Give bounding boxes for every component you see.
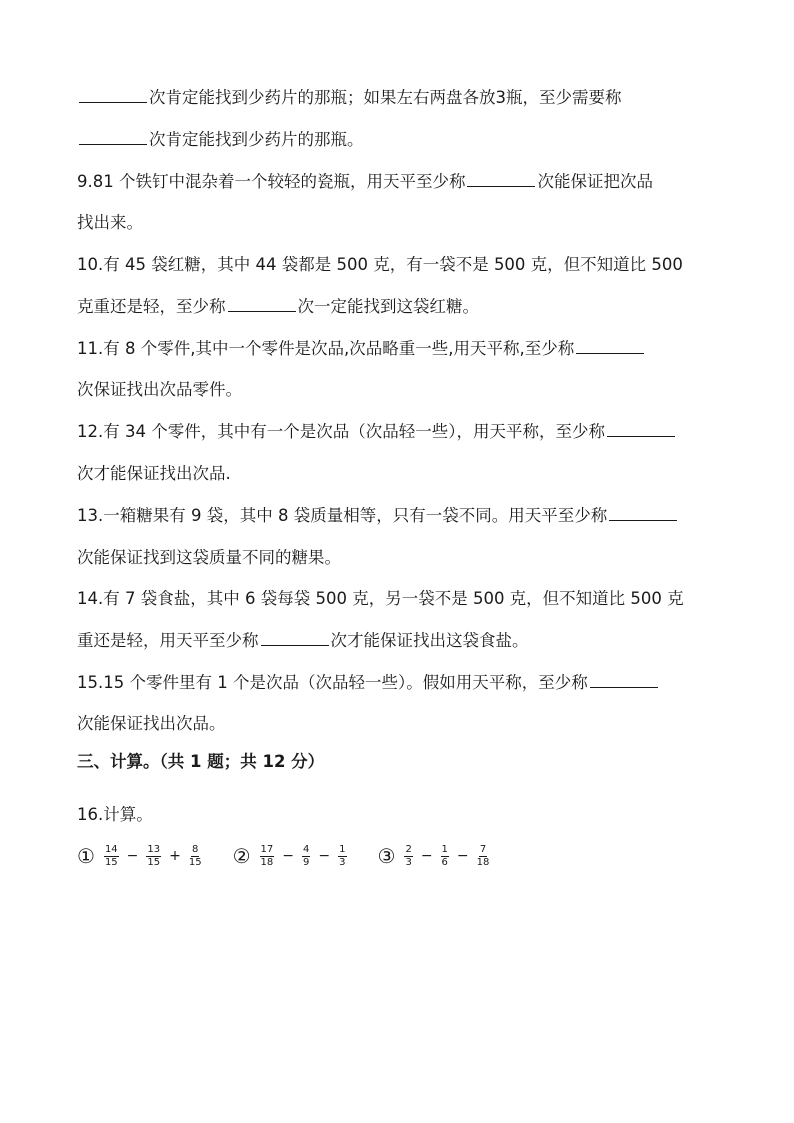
numerator: 4 xyxy=(303,843,310,855)
denominator: 15 xyxy=(104,856,118,868)
line-text-before: 次保证找出次品零件。 xyxy=(77,380,242,399)
denominator: 18 xyxy=(260,856,274,868)
answer-blank[interactable] xyxy=(228,295,296,312)
section-title: 三、计算。（共 1 题；共 12 分） xyxy=(77,752,325,771)
line-text-before: 14.有 7 袋食盐，其中 6 袋每袋 500 克，另一袋不是 500 克，但不知道比 500 克 xyxy=(77,589,684,608)
question-line xyxy=(77,128,364,152)
fraction xyxy=(189,844,202,869)
calculation-row xyxy=(77,836,520,876)
line-text-before: 10.有 45 袋红糖，其中 44 袋都是 500 克，有一袋不是 500 克，但不知道比 500 xyxy=(77,255,683,274)
question-line xyxy=(77,211,143,235)
line-text-before: 12.有 34 个零件，其中有一个是次品（次品轻一些），用天平称，至少称 xyxy=(77,422,605,441)
expression-number: ① xyxy=(77,844,95,868)
line-text-after: 次能保证把次品 xyxy=(537,172,653,191)
line-text-before: 重还是轻，用天平至少称 xyxy=(77,631,259,650)
line-text-before: 11.有 8 个零件,其中一个零件是次品,次品略重一些,用天平称,至少称 xyxy=(77,339,575,358)
numerator: 8 xyxy=(192,843,199,855)
question-line xyxy=(77,629,529,653)
denominator: 6 xyxy=(441,856,448,868)
numerator: 13 xyxy=(147,843,161,855)
denominator: 3 xyxy=(339,856,346,868)
line-text-after: 次肯定能找到少药片的那瓶；如果左右两盘各放3瓶，至少需要称 xyxy=(149,88,622,107)
question-line xyxy=(77,170,653,194)
answer-blank[interactable] xyxy=(576,337,644,354)
fraction xyxy=(302,844,310,869)
line-text-before: 9.81 个铁钉中混杂着一个较轻的瓷瓶，用天平至少称 xyxy=(77,172,466,191)
operator: − xyxy=(456,848,469,864)
answer-blank[interactable] xyxy=(607,420,675,437)
calc-expression xyxy=(378,844,493,869)
question-line xyxy=(77,295,479,319)
fraction xyxy=(260,844,275,869)
question-line xyxy=(77,587,684,611)
line-text-before: 13.一箱糖果有 9 袋，其中 8 袋质量相等，只有一袋不同。用天平至少称 xyxy=(77,506,608,525)
denominator: 9 xyxy=(303,856,310,868)
numerator: 2 xyxy=(405,843,412,855)
fraction xyxy=(338,844,346,869)
line-text-before: 15.15 个零件里有 1 个是次品（次品轻一些）。假如用天平称，至少称 xyxy=(77,673,588,692)
question-16: 16.计算。 xyxy=(77,805,153,824)
answer-blank[interactable] xyxy=(609,504,677,521)
line-text-before: 次才能保证找出次品. xyxy=(77,464,231,483)
line-text-before: 次能保证找到这袋质量不同的糖果。 xyxy=(77,548,341,567)
denominator: 3 xyxy=(405,856,412,868)
line-text-after: 次肯定能找到少药片的那瓶。 xyxy=(149,130,364,149)
numerator: 7 xyxy=(479,843,487,855)
fraction xyxy=(104,844,119,869)
numerator: 1 xyxy=(441,843,448,855)
numerator: 1 xyxy=(339,843,346,855)
answer-blank[interactable] xyxy=(261,629,329,646)
question-line xyxy=(77,462,231,486)
question-line xyxy=(77,378,242,402)
question-line xyxy=(77,671,660,695)
fraction xyxy=(477,844,490,869)
answer-blank[interactable] xyxy=(590,671,658,688)
question-line xyxy=(77,504,679,528)
line-text-before: 次能保证找出次品。 xyxy=(77,714,226,733)
operator: − xyxy=(126,848,139,864)
fraction xyxy=(404,844,412,869)
question-line xyxy=(77,420,677,444)
denominator: 15 xyxy=(147,856,161,868)
answer-blank[interactable] xyxy=(467,170,535,187)
question-line xyxy=(77,712,226,736)
denominator: 18 xyxy=(476,856,490,868)
line-text-after: 次一定能找到这袋红糖。 xyxy=(297,297,479,316)
expression-number: ② xyxy=(232,844,251,868)
numerator: 14 xyxy=(104,843,118,855)
calc-expression xyxy=(77,844,205,869)
calc-expression xyxy=(233,844,350,869)
answer-blank[interactable] xyxy=(79,86,147,103)
operator: + xyxy=(169,848,181,864)
operator: − xyxy=(420,848,433,864)
line-text-after: 次才能保证找出这袋食盐。 xyxy=(330,631,529,650)
fraction xyxy=(146,844,161,869)
question-line xyxy=(77,546,341,570)
answer-blank[interactable] xyxy=(79,128,147,145)
line-text-before: 克重还是轻，至少称 xyxy=(77,297,226,316)
operator: − xyxy=(282,848,295,864)
line-text-before: 找出来。 xyxy=(77,213,143,232)
question-line xyxy=(77,86,622,110)
expression-number: ③ xyxy=(377,844,396,868)
fraction xyxy=(441,844,449,869)
denominator: 15 xyxy=(188,856,202,868)
operator: − xyxy=(318,848,331,864)
question-line xyxy=(77,253,683,277)
question-line xyxy=(77,337,646,361)
numerator: 17 xyxy=(260,843,274,855)
